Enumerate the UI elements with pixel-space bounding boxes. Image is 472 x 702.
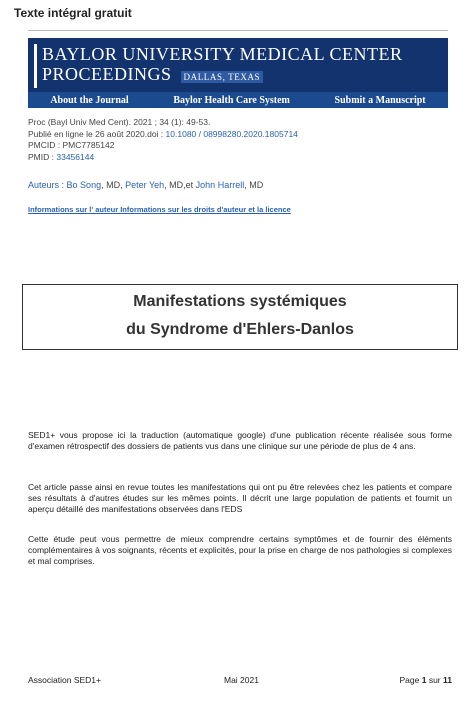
banner-location: DALLAS, TEXAS bbox=[181, 71, 264, 83]
citation: Proc (Bayl Univ Med Cent). 2021 ; 34 (1): 49-53. bbox=[28, 117, 211, 127]
total-pages: 11 bbox=[443, 675, 452, 685]
page-heading: Texte intégral gratuit bbox=[14, 6, 132, 20]
intro-paragraph: SED1+ vous propose ici la traduction (automatique google) d'une publication récente réalisée sous forme d'examen rétrospectif des dossiers de patients vus dans une clinique sur une période de plus de 4 ans. bbox=[28, 430, 452, 451]
nav-baylor-health[interactable]: Baylor Health Care System bbox=[173, 94, 290, 106]
authors-line bbox=[28, 180, 263, 190]
banner-subtitle-text: PROCEEDINGS bbox=[42, 64, 172, 84]
divider bbox=[28, 30, 448, 31]
article-metadata bbox=[28, 117, 448, 163]
pmid-link[interactable]: 33456144 bbox=[56, 151, 95, 162]
doi-link[interactable]: 10.1080 / 08998280.2020.1805714 bbox=[165, 128, 298, 139]
author-suffix: , MD, bbox=[101, 180, 123, 190]
footer-page-number bbox=[399, 675, 452, 685]
current-page: 1 bbox=[421, 675, 427, 685]
document-title-box bbox=[22, 284, 458, 350]
nav-submit-manuscript[interactable]: Submit a Manuscript bbox=[334, 94, 426, 106]
pmcid: PMCID : PMC7785142 bbox=[28, 140, 115, 150]
page-label: Page bbox=[399, 675, 420, 685]
journal-banner bbox=[28, 38, 448, 108]
authors-label: Auteurs : bbox=[28, 180, 65, 190]
author-link-song[interactable]: Bo Song bbox=[66, 180, 102, 190]
banner-nav bbox=[28, 92, 448, 108]
purpose-paragraph: Cette étude peut vous permettre de mieux comprendre certains symptômes et de fournir des éléments complémentaires à vos soignants, récents et explicités, pour la prise en charge de nos pathologies si complexes et mal comprises. bbox=[28, 534, 452, 566]
published-label: Publié en ligne le 26 août 2020.doi : bbox=[28, 128, 164, 139]
pmid-label: PMID : bbox=[28, 151, 54, 162]
pmid-line bbox=[28, 152, 448, 164]
banner-title: BAYLOR UNIVERSITY MEDICAL CENTER bbox=[42, 44, 403, 64]
page-footer bbox=[28, 675, 452, 687]
author-link-yeh[interactable]: Peter Yeh bbox=[125, 180, 165, 190]
author-suffix: , MD,et bbox=[164, 180, 194, 190]
footer-association: Association SED1+ bbox=[28, 675, 101, 685]
document-title-line2: du Syndrome d'Ehlers-Danlos bbox=[126, 321, 354, 338]
document-title-line1: Manifestations systémiques bbox=[133, 293, 347, 310]
footer-date: Mai 2021 bbox=[224, 675, 259, 685]
author-link-harrell[interactable]: John Harrell bbox=[195, 180, 245, 190]
nav-about-journal[interactable]: About the Journal bbox=[50, 94, 129, 106]
summary-paragraph: Cet article passe ainsi en revue toutes les manifestations qui ont pu être relevées chez les patients et compare ses résultats à d'autres études sur les mêmes points. Il décrit une large population de patients et fournit un aperçu détaillé des manifestations observées dans l'EDS bbox=[28, 482, 452, 514]
author-suffix: , MD bbox=[244, 180, 264, 190]
page-sep: sur bbox=[428, 675, 441, 685]
rights-link[interactable]: Informations sur l' auteur Informations sur les droits d'auteur et la licence bbox=[28, 205, 291, 214]
banner-subtitle bbox=[42, 64, 263, 85]
publication-line bbox=[28, 129, 448, 141]
banner-accent bbox=[34, 44, 37, 88]
